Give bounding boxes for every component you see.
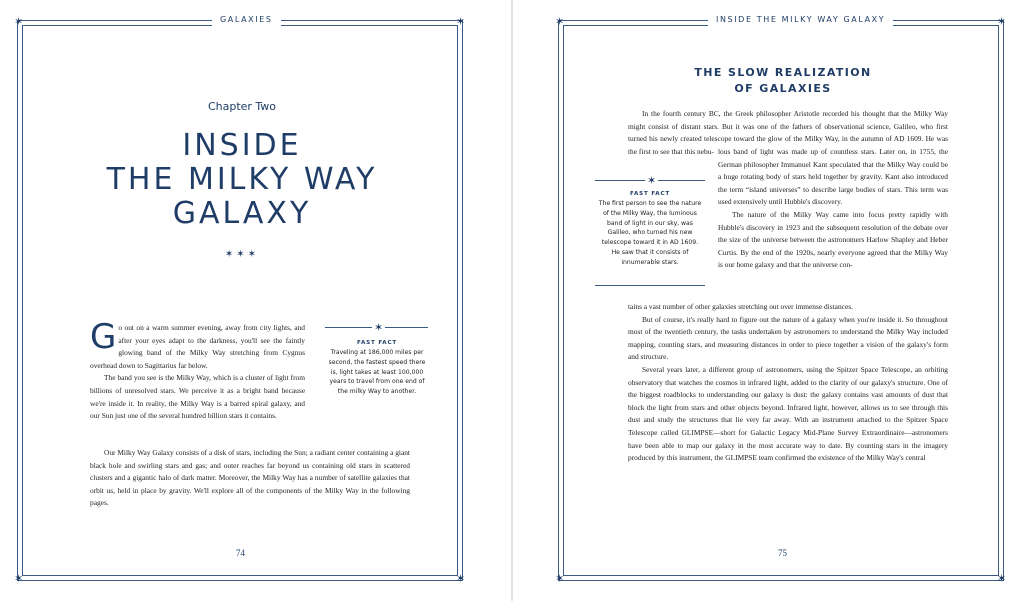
section-title-line: OF GALAXIES — [734, 82, 832, 95]
corner-star-icon: ✶ — [456, 572, 466, 585]
section-title — [593, 65, 973, 97]
fast-fact-title: FAST FACT — [630, 191, 670, 197]
paragraph: In the fourth century BC, the Greek philosopher Aristotle recorded his thought that the Milky Way might consist of distant stars. But it was one of the fathers of observational science, Galileo, who first turned his newly created telescope toward the glow of the Milky Way, in the autumn of AD 1609. He was the first to see that this nebu- — [628, 109, 948, 156]
chapter-title-line: THE MILKY WAY — [106, 162, 378, 197]
left-page — [0, 0, 511, 601]
running-head: INSIDE THE MILKY WAY GALAXY — [708, 14, 893, 26]
drop-cap: G — [90, 317, 117, 357]
opening-paragraphs — [90, 317, 305, 423]
corner-star-icon: ✶ — [997, 15, 1007, 28]
body-paragraphs — [628, 301, 948, 465]
chapter-label: Chapter Two — [207, 100, 277, 113]
corner-star-icon: ✶ — [997, 572, 1007, 585]
page-number: 75 — [772, 548, 793, 558]
corner-star-icon: ✶ — [14, 15, 24, 28]
paragraph: Go out on a warm summer evening, away from city lights, and after your eyes adapt to the darkness, you'll see the faintly glowing band of the Milky Way stretching from Cygnus overhead down to Sagittarius far below. — [90, 317, 305, 370]
fast-fact-title: FAST FACT — [357, 340, 397, 346]
star-icon: ✶ — [647, 174, 657, 187]
fast-fact-text: Traveling at 186,000 miles per second, the fastest speed there is, light takes at least 100,000 years to travel from one end of the milky Way to another. — [328, 349, 426, 396]
chapter-title-line: GALAXY — [172, 196, 312, 231]
right-page — [513, 0, 1024, 601]
paragraph: tains a vast number of other galaxies stretching out over immense distances. — [628, 302, 853, 311]
section-title-line: THE SLOW REALIZATION — [694, 66, 872, 79]
star-ornament-icon: ✶✶✶ — [224, 249, 260, 260]
star-icon: ✶ — [374, 321, 384, 334]
paragraph: The nature of the Milky Way came into focus pretty rapidly with Hubble's discovery in 1923 and the subsequent resolution of the debate over the size of the universe between the astronomers Harlow Shapley and Heber Curtis. By the end of the 1920s, nearly everyone agreed that the Milky Way is our home galaxy and that the universe con- — [718, 209, 948, 270]
chapter-title-line: INSIDE — [182, 128, 302, 163]
fast-fact-box — [597, 191, 703, 268]
fast-fact-rule — [595, 285, 705, 286]
paragraph: lous band of light was made up of countless stars. Later on, in 1755, the German philosopher Immanuel Kant speculated that the Milky Way could be a huge rotating body of stars held together by gravity. Kant also introduced the term “island universes” to describe large bodies of stars. This term was used extensively until Hubble's discovery. — [718, 147, 948, 207]
running-head: GALAXIES — [212, 14, 281, 26]
body-paragraph — [90, 447, 410, 510]
paragraph: The band you see is the Milky Way, which is a cluster of light from billions of unresolved stars. We perceive it as a bright band because we're inside it. In reality, the Milky Way is a barred spiral galaxy, and our Sun just one of the several hundred billion stars it contains. — [90, 373, 305, 421]
corner-star-icon: ✶ — [456, 15, 466, 28]
fast-fact-text: The first person to see the nature of the Milky Way, the luminous band of light in our sky, was Galileo, who turned his new telescope toward it in AD 1609. He saw that it consists of innumerable stars. — [598, 200, 702, 266]
page-number: 74 — [230, 548, 251, 558]
chapter-title — [0, 129, 484, 231]
inset-paragraphs — [718, 146, 948, 272]
corner-star-icon: ✶ — [555, 572, 565, 585]
fast-fact-box — [328, 340, 426, 397]
corner-star-icon: ✶ — [555, 15, 565, 28]
paragraph: But of course, it's really hard to figure out the nature of a galaxy when you're inside it. So throughout most of the twentieth century, the tasks undertaken by astronomers to understand the Milky Way included mapping, counting stars, and measuring distances in order to piece together a vision of the galaxy's form and structure. — [628, 314, 948, 362]
paragraph: Several years later, a different group of astronomers, using the Spitzer Space Telescope, an orbiting observatory that watches the cosmos in infrared light, added to the clarity of our galaxy's structure. One of the biggest roadblocks to understanding our galaxy is dust: the galaxy contains vast amounts of dust that block the light from stars and other objects beyond. Infrared light, however, allows us to see through this dust and study the structures that lie very far away. With an instrument attached to the Spitzer Space Telescope called GLIMPSE—short for Galactic Legacy Mid-Plane Survey Extraordinaire—astronomers have been able to map our galaxy in the most accurate way to date. By counting stars in the imagery produced by this instrument, the GLIMPSE team confirmed the existence of the Milky Way's central — [628, 364, 948, 463]
paragraph: Our Milky Way Galaxy consists of a disk of stars, including the Sun; a radiant center containing a giant black hole and swirling stars and gas; and outer reaches far beyond us containing old stars in scattered clusters and a gigantic halo of dark matter. Moreover, the Milky Way has a number of satellite galaxies that orbit us, held in place by gravity. We'll explore all of the components of the Milky Way in the following pages. — [90, 448, 410, 508]
corner-star-icon: ✶ — [14, 572, 24, 585]
